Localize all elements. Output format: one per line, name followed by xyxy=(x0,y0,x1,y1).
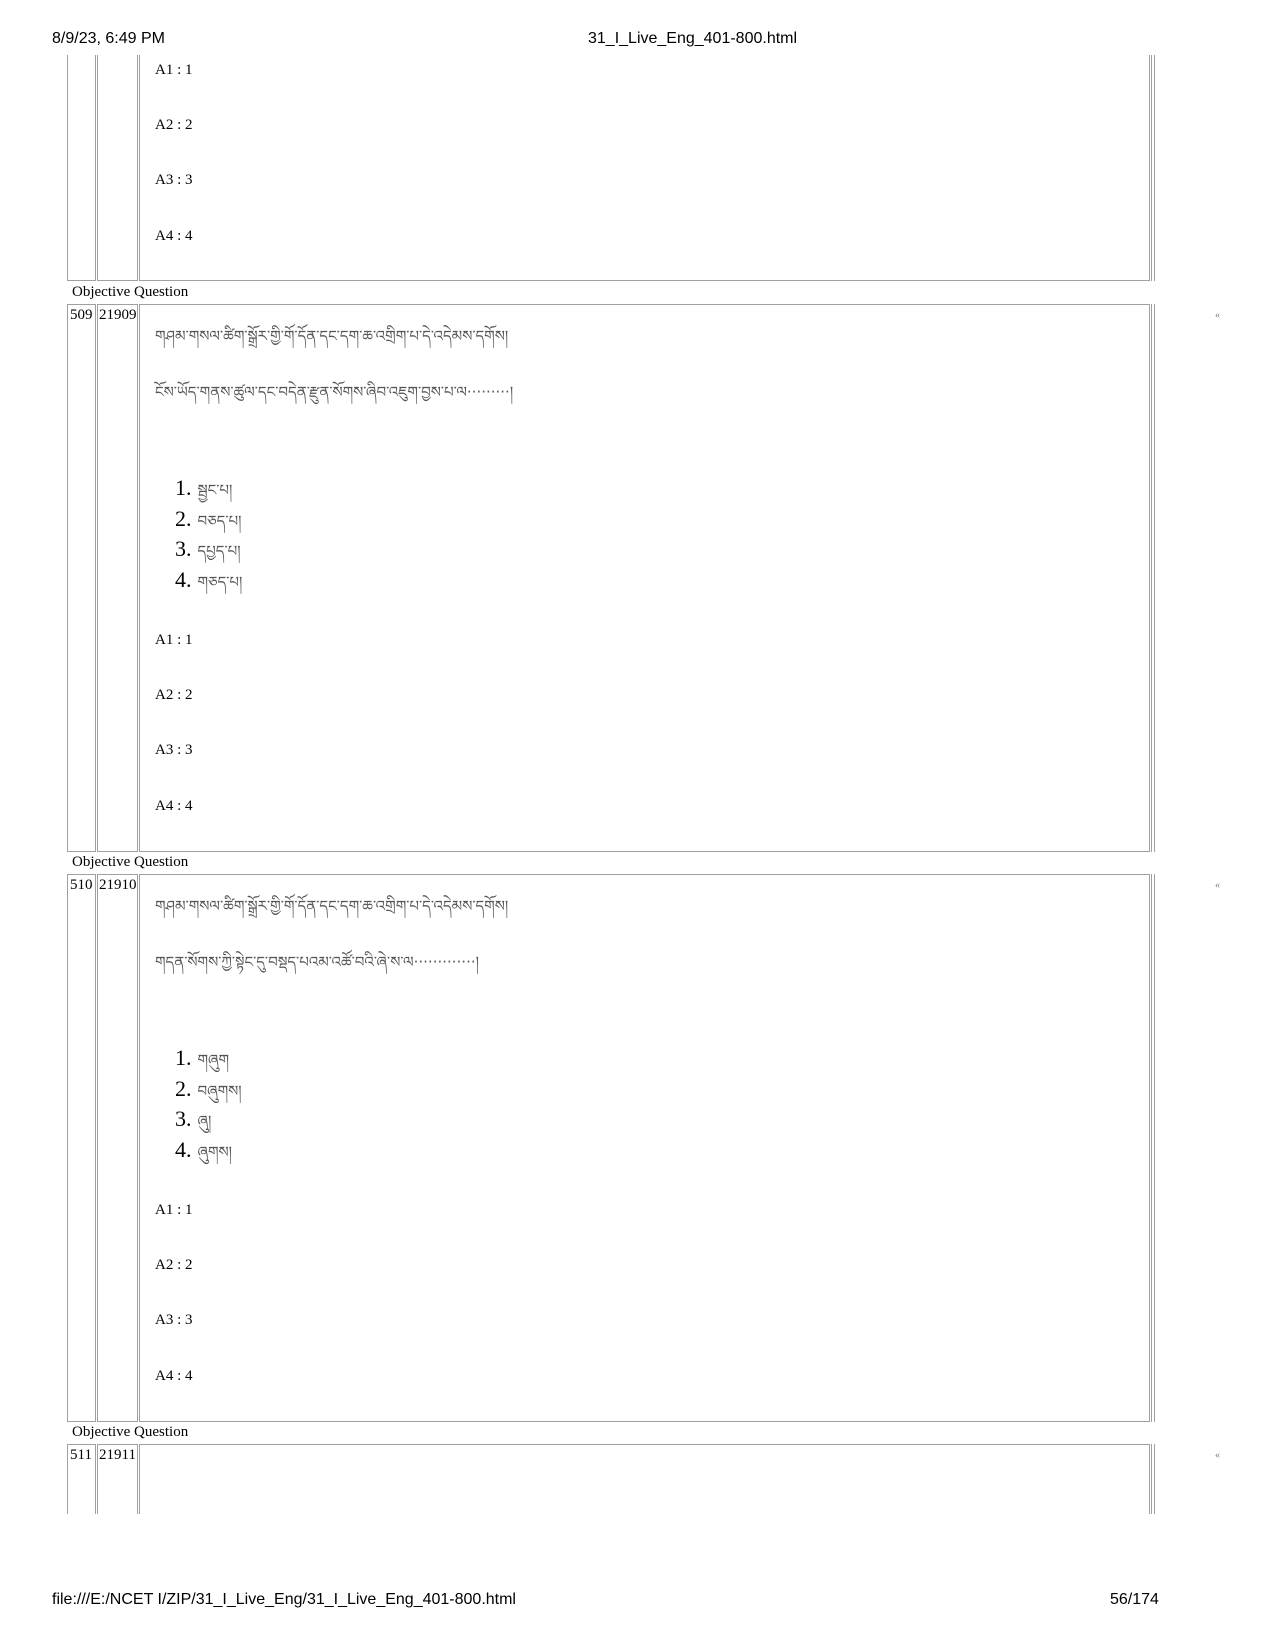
option-text: དཔྱད་པ། xyxy=(197,542,241,560)
prev-answer-2: A2 : 2 xyxy=(155,117,193,133)
option-number: 1. xyxy=(175,475,192,500)
question-content-cell xyxy=(139,1444,1150,1514)
question-id: 21909 xyxy=(99,307,137,323)
option-text: གཅད་པ། xyxy=(197,573,243,591)
prev-answer-4: A4 : 4 xyxy=(155,228,193,244)
question-sno: 509 xyxy=(70,307,93,323)
question-id: 21910 xyxy=(99,877,137,893)
question-instruction: གཤམ་གསལ་ཚིག་སྒྲོར་གྱི་གོ་དོན་དང་དག་ཆ་འགྲིག་པ་དེ་འདེམས་དགོས། xyxy=(155,327,509,345)
answer-2: A2 : 2 xyxy=(155,687,193,703)
print-page-number: 56/174 xyxy=(1110,1591,1159,1608)
answer-2: A2 : 2 xyxy=(155,1257,193,1273)
qid-cell xyxy=(97,304,138,852)
sno-cell xyxy=(67,874,96,1422)
prev-answer-3: A3 : 3 xyxy=(155,172,193,188)
section-label: Objective Question xyxy=(72,284,189,300)
option-number: 2. xyxy=(175,1076,192,1101)
option-text: གཞུག xyxy=(197,1051,230,1069)
option-4 xyxy=(175,1136,232,1178)
option-text: སྦྱང་པ། xyxy=(197,481,233,499)
print-file-path: file:///E:/NCET I/ZIP/31_I_Live_Eng/31_I_Live_Eng_401-800.html xyxy=(52,1591,516,1608)
section-label: Objective Question xyxy=(72,1424,189,1440)
question-id: 21911 xyxy=(99,1447,136,1463)
option-number: 3. xyxy=(175,1106,192,1131)
question-sno: 511 xyxy=(70,1447,92,1463)
answer-3: A3 : 3 xyxy=(155,1312,193,1328)
sno-cell xyxy=(67,304,96,852)
prev-outer-border xyxy=(1151,55,1155,281)
qid-cell xyxy=(97,874,138,1422)
option-text: བཞུགས། xyxy=(197,1082,242,1100)
prev-answer-1: A1 : 1 xyxy=(155,62,193,78)
print-datetime: 8/9/23, 6:49 PM xyxy=(52,30,165,47)
question-sno: 510 xyxy=(70,877,93,893)
prev-content-cell xyxy=(139,55,1150,281)
option-text: བཅད་པ། xyxy=(197,512,242,530)
outer-border xyxy=(1151,1444,1155,1514)
answer-3: A3 : 3 xyxy=(155,742,193,758)
option-text: ཞུ། xyxy=(197,1112,212,1130)
answer-4: A4 : 4 xyxy=(155,798,193,814)
question-stem: ངོས་ཡོད་གནས་ཚུལ་དང་བདེན་རྫུན་སོགས་ཞིབ་འཇུག་བྱས་པ་ལ·········། xyxy=(155,383,514,401)
edge-mark: « xyxy=(1215,880,1220,891)
option-number: 2. xyxy=(175,506,192,531)
answer-1: A1 : 1 xyxy=(155,632,193,648)
option-number: 4. xyxy=(175,1137,192,1162)
question-instruction: གཤམ་གསལ་ཚིག་སྒྲོར་གྱི་གོ་དོན་དང་དག་ཆ་འགྲིག་པ་དེ་འདེམས་དགོས། xyxy=(155,897,509,915)
question-stem: གདན་སོགས་ཀྱི་སྟེང་དུ་བསྡད་པའམ་འཚོ་བའི་ཞེ་ས་ལ·············། xyxy=(155,953,479,971)
outer-border xyxy=(1151,874,1155,1422)
option-number: 4. xyxy=(175,567,192,592)
outer-border xyxy=(1151,304,1155,852)
answer-1: A1 : 1 xyxy=(155,1202,193,1218)
option-4 xyxy=(175,566,242,608)
option-number: 3. xyxy=(175,536,192,561)
section-label: Objective Question xyxy=(72,854,189,870)
edge-mark: « xyxy=(1215,1450,1220,1461)
answer-4: A4 : 4 xyxy=(155,1368,193,1384)
option-text: ཞུགས། xyxy=(197,1143,233,1161)
print-title: 31_I_Live_Eng_401-800.html xyxy=(588,30,798,47)
prev-sno-cell xyxy=(67,55,96,281)
option-number: 1. xyxy=(175,1045,192,1070)
prev-qid-cell xyxy=(97,55,138,281)
edge-mark: « xyxy=(1215,310,1220,321)
